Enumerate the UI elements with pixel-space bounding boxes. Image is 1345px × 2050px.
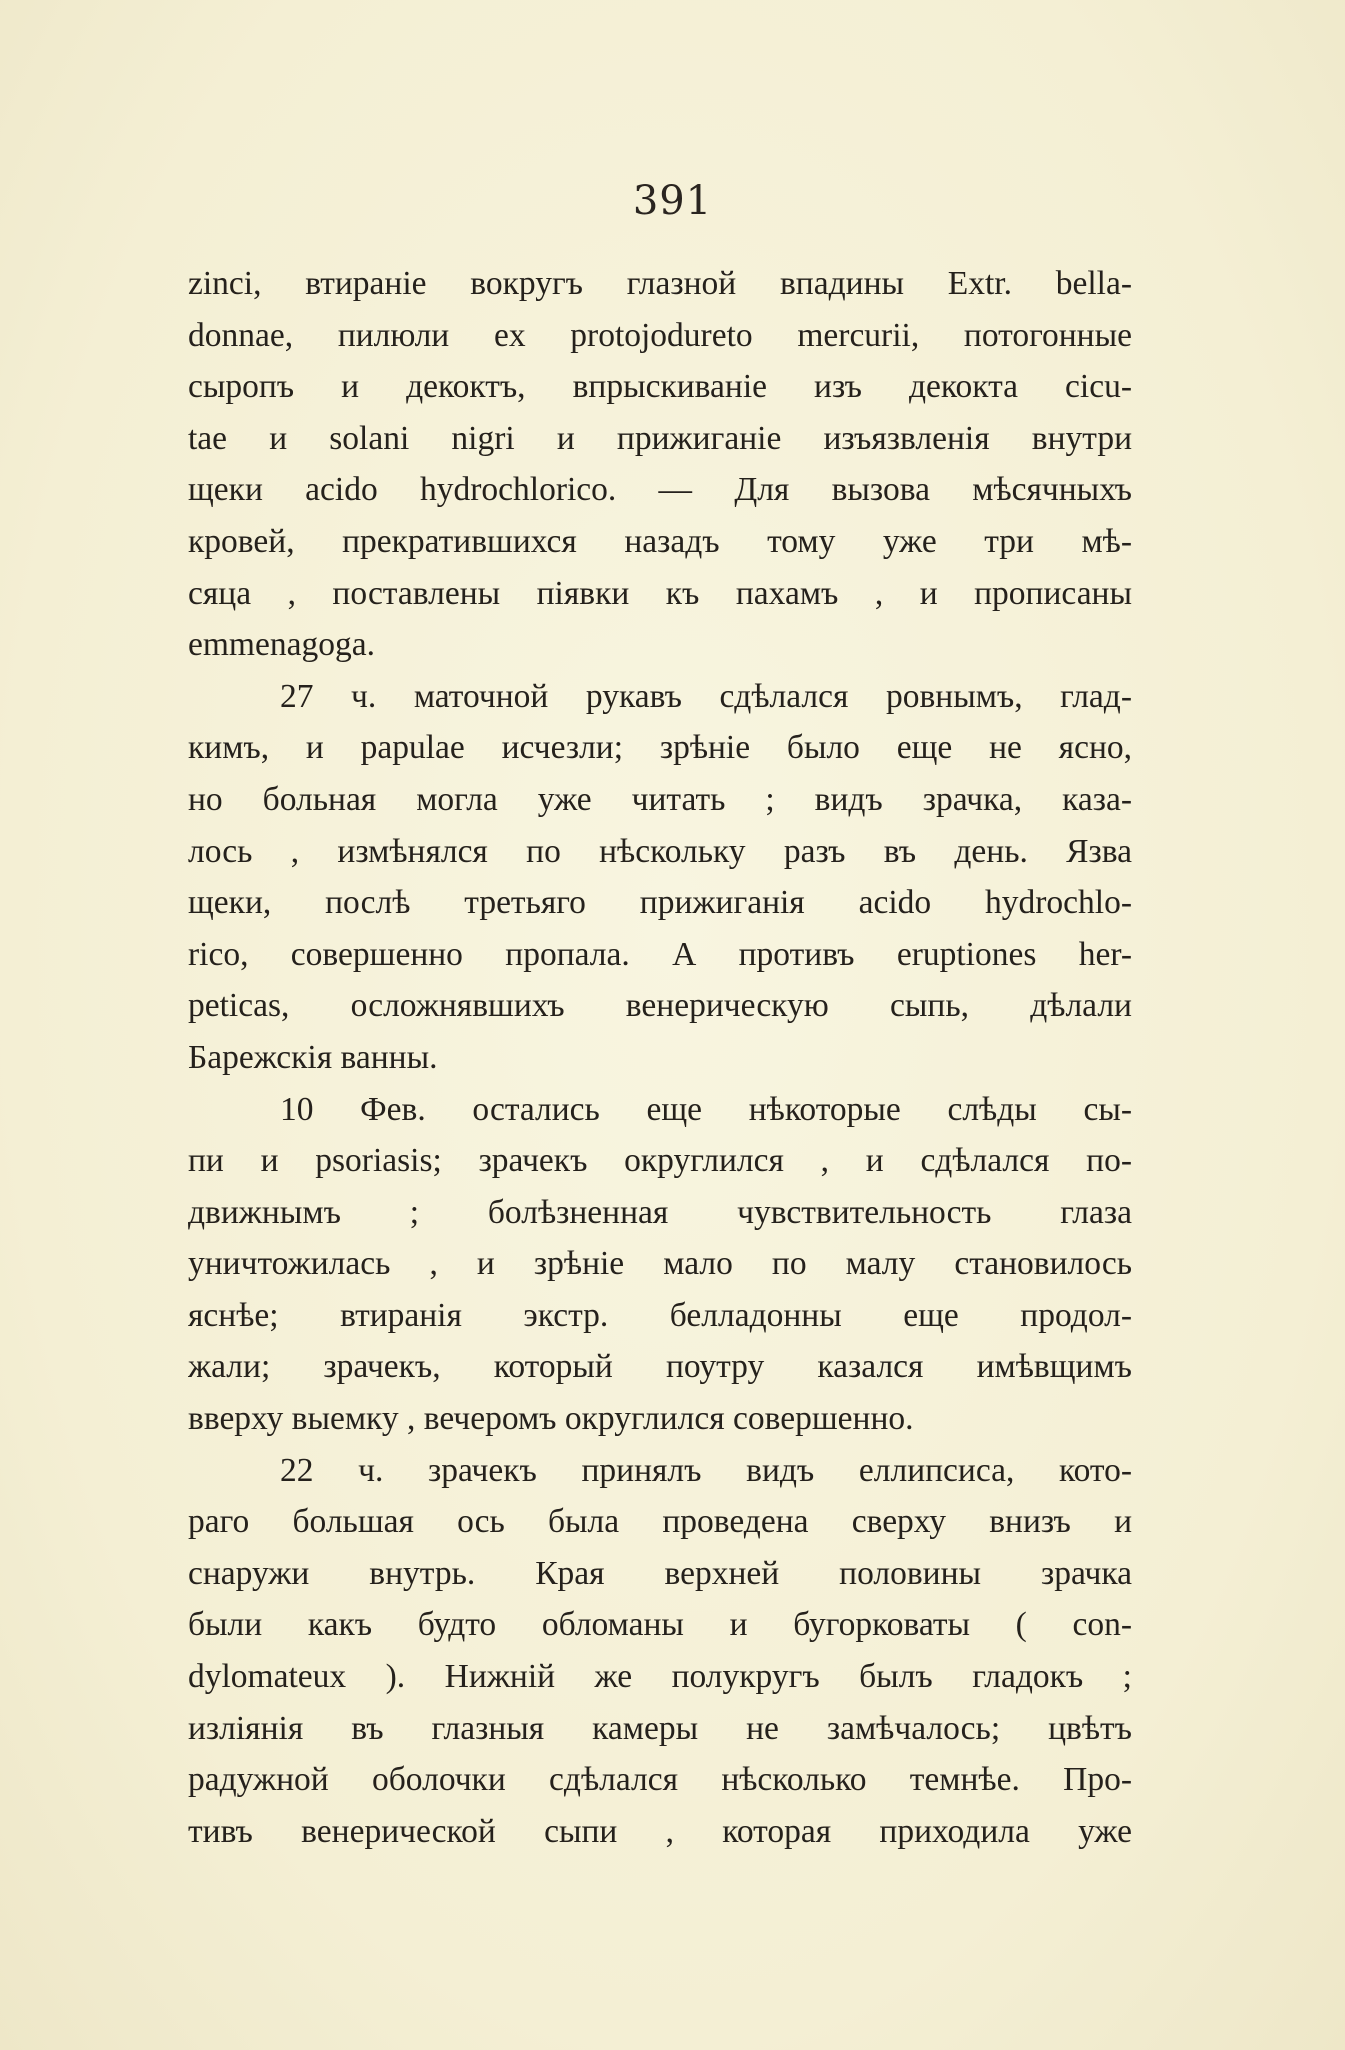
text-line: rico, совершенно пропала. А противъ eruptiones her- (188, 935, 1132, 973)
text-line: zinci, втиранiе вокругъ глазной впадины Extr. bella- (188, 265, 1132, 302)
text-line: пи и psoriasis; зрачекъ округлился , и сдѣлался по- (188, 1142, 1132, 1180)
text-line: вверху выемку , вечеромъ округлился совершенно. (188, 1400, 914, 1438)
text-line: dylomateux ). Нижнiй же полукругъ былъ гладокъ ; (188, 1658, 1132, 1696)
text-line: но больная могла уже читать ; видъ зрачка, каза- (188, 780, 1132, 818)
text-line: 22 ч. зрачекъ принялъ видъ еллипсиса, кото- (280, 1451, 1132, 1489)
text-line: donnae, пилюли ex protojodureto mercurii, потогонные (188, 316, 1132, 354)
page-number: 391 (632, 178, 713, 224)
text-line: Барежскiя ванны. (188, 1038, 438, 1076)
text-line: излiянiя въ глазныя камеры не замѣчалось; цвѣтъ (188, 1709, 1132, 1747)
text-line: раго большая ось была проведена сверху внизъ и (188, 1503, 1132, 1541)
text-line: радужной оболочки сдѣлался нѣсколько темнѣе. Про- (188, 1761, 1132, 1799)
text-line: снаружи внутрь. Края верхней половины зрачка (188, 1554, 1132, 1592)
text-line: яснѣе; втиранiя экстр. белладонны еще продол- (188, 1296, 1132, 1334)
text-line: жали; зрачекъ, который поутру казался имѣвщимъ (188, 1348, 1132, 1386)
text-line: сяца , поставлены пiявки къ пахамъ , и прописаны (188, 574, 1132, 612)
text-line: tae и solani nigri и прижиганiе изъязвленiя внутри (188, 419, 1132, 457)
text-line: 10 Фев. остались еще нѣкоторые слѣды сы- (280, 1090, 1132, 1128)
text-line: кимъ, и papulae исчезли; зрѣнiе было еще не ясно, (188, 729, 1132, 767)
text-line: сыропъ и декоктъ, впрыскиванiе изъ декокта cicu- (188, 368, 1132, 406)
text-line: emmenagoga. (188, 626, 375, 664)
text-line: уничтожилась , и зрѣнiе мало по малу становилось (188, 1245, 1132, 1283)
text-line: peticas, осложнявшихъ венерическую сыпь, дѣлали (188, 987, 1132, 1025)
text-line: щеки, послѣ третьяго прижиганiя acido hydrochlo- (188, 884, 1132, 922)
text-line: движнымъ ; болѣзненная чувствительность глаза (188, 1193, 1132, 1231)
text-line: лось , измѣнялся по нѣскольку разъ въ день. Язва (188, 832, 1132, 870)
text-line: кровей, прекратившихся назадъ тому уже три мѣ- (188, 522, 1132, 560)
body-text (188, 258, 1132, 1857)
text-line: щеки acido hydrochlorico. — Для вызова мѣсячныхъ (188, 471, 1132, 509)
text-line: тивъ венерической сыпи , которая приходила уже (188, 1812, 1132, 1850)
text-line: 27 ч. маточной рукавъ сдѣлался ровнымъ, глад- (280, 677, 1132, 715)
text-line: были какъ будто обломаны и бугорковаты ( con- (188, 1606, 1132, 1644)
